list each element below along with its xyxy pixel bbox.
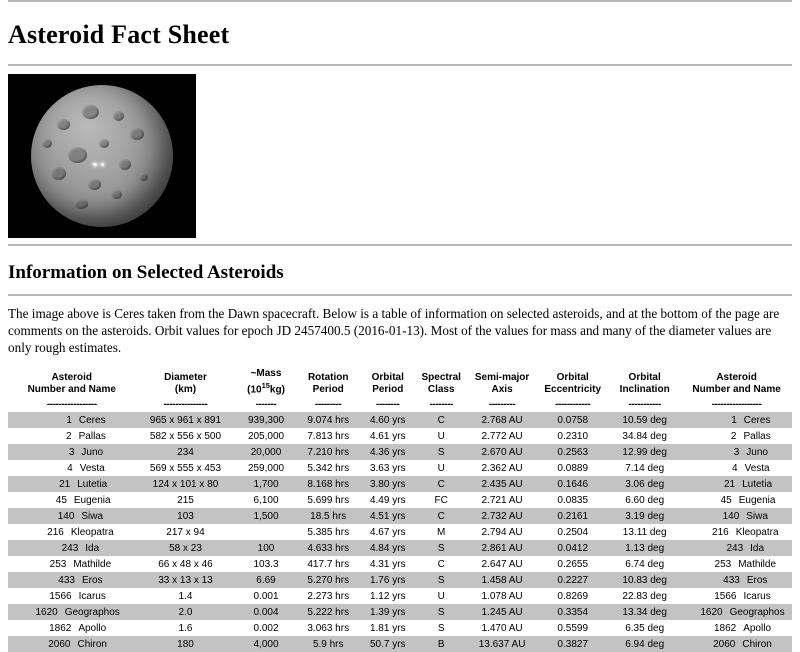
crater [130,128,144,140]
asteroid-name: Eugenia [73,494,111,506]
crater [139,173,148,181]
cell-diameter: 1.6 [178,622,193,634]
cell-inclination: 3.19 deg [625,510,665,522]
asteroid-number: 243 [726,542,744,554]
asteroid-name: Ida [85,542,100,554]
cell-rotation: 9.074 hrs [307,414,350,426]
crater [119,159,131,170]
asteroid-number: 21 [59,478,71,490]
cell-diameter: 234 [177,446,194,458]
title-divider [8,64,792,66]
asteroid-number-and-name-left [8,556,135,572]
cell-rotation: 2.273 hrs [307,590,350,602]
asteroid-number-and-name-left [8,540,135,556]
cell-orbital-period: 4.61 yrs [369,430,406,442]
asteroid-name: Lutetia [77,478,108,490]
column-header [8,368,135,412]
asteroid-name: Icarus [743,590,771,602]
column-header-line2: Period [372,384,404,396]
asteroid-name: Vesta [744,462,770,474]
asteroid-name: Ceres [78,414,106,426]
table-row [8,540,792,556]
cell-diameter: 2.0 [178,606,193,618]
cell-inclination: 34.84 deg [622,430,667,442]
cell-spectral-class: C [437,478,445,490]
asteroid-number: 1566 [714,590,737,602]
asteroid-number-and-name-left [8,636,135,652]
ceres-image-container [8,74,792,238]
column-header [467,368,537,412]
cell-diameter: 569 x 555 x 453 [149,462,222,474]
cell-inclination: 6.94 deg [625,638,665,650]
asteroid-number: 4 [732,462,738,474]
column-header-line1: Semi-major [474,372,530,384]
column-header [235,368,296,412]
asteroid-name: Pallas [743,430,771,442]
asteroid-name: Ceres [743,414,771,426]
asteroid-number-and-name-left [8,412,135,428]
cell-mass: 20,000 [250,446,282,458]
cell-mass: 103.3 [253,558,279,570]
column-header-line1: Asteroid [51,372,93,384]
mass-exponent: 15 [261,381,270,390]
asteroid-number: 1 [731,414,737,426]
intro-paragraph: The image above is Ceres taken from the Dawn spacecraft. Below is a table of information on selected asteroids, and at the bottom of the page are comments on the asteroids. Orbit values for epoch JD 2457400.5 (2016-01-13). Most of the values for mass and many of the diameter values are only rough estimates. [8,306,780,355]
asteroid-name: Lutetia [742,478,773,490]
crater [99,139,109,148]
asteroid-number-and-name-left [8,460,135,476]
asteroid-number-and-name-right [681,476,792,492]
column-header-dashes: --------- [488,399,516,411]
cell-semi-major-axis: 2.861 AU [481,542,523,554]
cell-semi-major-axis: 1.458 AU [481,574,523,586]
column-header [416,368,467,412]
ceres-disc [31,85,173,227]
cell-mass: 0.001 [253,590,279,602]
cell-inclination: 7.14 deg [625,462,665,474]
column-header-line1: Orbital [556,372,589,384]
cell-mass: 259,000 [247,462,285,474]
table-row [8,492,792,508]
column-header-line2: Number and Name [27,384,116,396]
column-header [135,368,235,412]
cell-eccentricity: 0.0889 [557,462,589,474]
asteroid-number: 433 [58,574,75,586]
crater [111,190,122,199]
column-header-dashes: --------------- [163,399,208,411]
cell-rotation: 5.222 hrs [307,606,350,618]
asteroid-number-and-name-right [681,636,792,652]
cell-diameter: 33 x 13 x 13 [158,574,213,586]
cell-spectral-class: S [437,606,445,618]
cell-mass: 0.002 [253,622,279,634]
table-row [8,620,792,636]
cell-mass: 205,000 [247,430,285,442]
cell-inclination: 1.13 deg [625,542,665,554]
cell-orbital-period: 4.36 yrs [369,446,406,458]
asteroid-number: 1566 [49,590,72,602]
asteroid-name: Mathilde [738,558,777,570]
asteroid-number: 1620 [35,606,58,618]
cell-eccentricity: 0.8269 [557,590,589,602]
column-header-line1: Asteroid [716,372,757,384]
table-body [8,412,792,652]
cell-mass: 6,100 [253,494,279,506]
asteroid-number: 4 [67,462,73,474]
asteroid-number-and-name-right [681,540,792,556]
column-header-line2: Inclination [619,384,670,396]
asteroid-number: 253 [714,558,732,570]
cell-orbital-period: 50.7 yrs [369,638,406,650]
cell-orbital-period: 4.51 yrs [369,510,406,522]
asteroid-number-and-name-right [681,556,792,572]
table-row [8,556,792,572]
cell-diameter: 1.4 [178,590,193,602]
column-header [360,368,416,412]
cell-orbital-period: 1.81 yrs [369,622,406,634]
asteroid-number: 140 [722,510,740,522]
cell-mass: 1,500 [253,510,279,522]
cell-semi-major-axis: 2.435 AU [481,478,523,490]
asteroid-name: Chiron [742,638,772,650]
table-row [8,588,792,604]
table-head [8,368,792,412]
cell-mass: 0.004 [253,606,279,618]
cell-diameter: 965 x 961 x 891 [149,414,222,426]
column-header-dashes: ----------- [628,399,661,411]
column-header-line1: Orbital [628,372,661,384]
table-row [8,508,792,524]
asteroid-name: Kleopatra [70,526,114,538]
cell-mass: 100 [257,542,275,554]
asteroid-number-and-name-left [8,620,135,636]
asteroid-number: 1620 [700,606,723,618]
cell-semi-major-axis: 2.721 AU [481,494,523,506]
cell-spectral-class: C [437,558,445,570]
asteroid-name: Icarus [78,590,106,602]
cell-rotation: 5.699 hrs [307,494,350,506]
cell-eccentricity: 0.2504 [557,526,589,538]
cell-semi-major-axis: 2.732 AU [481,510,523,522]
cell-spectral-class: U [437,430,445,442]
cell-eccentricity: 0.2310 [557,430,589,442]
column-header [297,368,360,412]
asteroid-name: Pallas [78,430,106,442]
cell-orbital-period: 4.67 yrs [369,526,406,538]
cell-eccentricity: 0.1646 [557,478,589,490]
asteroid-name: Eros [81,574,103,586]
column-header-dashes: ----------------- [711,399,762,411]
column-header [681,368,792,412]
column-header-line1: Rotation [307,372,349,384]
column-header-line2: Eccentricity [544,384,602,396]
table-row [8,636,792,652]
asteroid-number-and-name-right [681,508,792,524]
asteroid-number: 2 [730,430,737,442]
column-header-line2: Period [312,384,344,396]
asteroid-number: 433 [723,574,740,586]
cell-diameter: 58 x 23 [169,542,202,554]
asteroid-number: 3 [68,446,75,458]
cell-diameter: 180 [177,638,194,650]
cell-mass: 6.69 [256,574,276,586]
cell-mass: 939,300 [247,414,285,426]
asteroid-name: Eros [746,574,768,586]
column-header-line1: Diameter [164,372,207,384]
asteroid-number: 253 [49,558,67,570]
asteroid-number-and-name-left [8,572,135,588]
cell-inclination: 3.06 deg [625,478,665,490]
asteroid-name: Mathilde [73,558,112,570]
cell-orbital-period: 4.84 yrs [369,542,406,554]
asteroid-number: 3 [733,446,740,458]
asteroid-number: 216 [47,526,64,538]
asteroid-number-and-name-right [681,460,792,476]
cell-semi-major-axis: 1.078 AU [481,590,523,602]
crater [57,119,70,130]
cell-eccentricity: 0.2563 [557,446,589,458]
crater [113,111,124,121]
asteroid-number-and-name-left [8,588,135,604]
asteroid-name: Vesta [79,462,105,474]
cell-inclination: 6.74 deg [625,558,665,570]
cell-spectral-class: C [437,510,445,522]
cell-inclination: 6.35 deg [625,622,665,634]
cell-mass: 1,700 [253,478,279,490]
asteroid-name: Eugenia [738,494,776,506]
cell-semi-major-axis: 2.768 AU [481,414,523,426]
crater [42,139,52,148]
cell-spectral-class: U [437,590,445,602]
cell-diameter: 103 [177,510,194,522]
cell-semi-major-axis: 2.670 AU [481,446,523,458]
cell-orbital-period: 1.39 yrs [369,606,406,618]
asteroid-facts-table [8,368,792,652]
asteroid-number: 1862 [713,622,737,634]
asteroid-number: 140 [57,510,75,522]
cell-eccentricity: 0.2227 [557,574,589,586]
asteroid-number-and-name-right [681,524,792,540]
cell-orbital-period: 1.12 yrs [369,590,406,602]
table-row [8,460,792,476]
cell-mass [235,524,296,540]
asteroid-name: Siwa [746,510,768,522]
asteroid-name: Geographos [729,606,785,618]
asteroid-number-and-name-left [8,508,135,524]
cell-rotation: 5.270 hrs [307,574,350,586]
asteroid-name: Juno [746,446,768,458]
column-header-line2: Number and Name [692,384,781,396]
column-header-line2: Axis [491,384,513,396]
section-divider [8,294,792,296]
cell-spectral-class: S [437,622,445,634]
cell-eccentricity: 0.0835 [557,494,589,506]
cell-inclination: 13.11 deg [622,526,667,538]
cell-spectral-class: FC [434,494,448,506]
asteroid-number-and-name-right [681,492,792,508]
asteroid-number: 45 [720,494,732,506]
crater [74,199,88,209]
cell-eccentricity: 0.3827 [557,638,589,650]
asteroid-number-and-name-right [681,428,792,444]
asteroid-name: Apollo [78,622,107,634]
cell-rotation: 5.342 hrs [307,462,350,474]
table-row [8,604,792,620]
asteroid-number-and-name-right [681,444,792,460]
cell-inclination: 22.83 deg [622,590,667,602]
cell-spectral-class: C [437,414,445,426]
asteroid-number-and-name-left [8,524,135,540]
cell-inclination: 10.59 deg [622,414,667,426]
column-header-dashes: ------- [255,399,277,411]
column-header-line2: $(10^{15}kg)$ [247,381,285,396]
asteroid-name: Kleopatra [735,526,779,538]
table-row [8,428,792,444]
table-header-row [8,368,792,412]
cell-inclination: 13.34 deg [622,606,667,618]
cell-eccentricity: 0.0412 [557,542,589,554]
column-header [608,368,681,412]
asteroid-number: 1862 [49,622,72,634]
cell-semi-major-axis: 2.794 AU [481,526,523,538]
cell-rotation: 18.5 hrs [310,510,347,522]
page-title: Asteroid Fact Sheet [8,20,230,49]
cell-eccentricity: 0.3354 [557,606,589,618]
column-header-dashes: ------------ [555,399,591,411]
column-header-line2: Class [427,384,455,396]
asteroid-number-and-name-right [681,604,792,620]
column-header-dashes: -------- [429,399,453,411]
asteroid-number: 2 [66,430,72,442]
asteroid-name: Siwa [81,510,104,522]
cell-diameter: 215 [177,494,194,506]
table-row [8,412,792,428]
cell-inclination: 10.83 deg [622,574,667,586]
column-header-dashes: ----------------- [46,399,97,411]
cell-semi-major-axis: 2.362 AU [481,462,523,474]
cell-orbital-period: 3.80 yrs [369,478,406,490]
cell-rotation: 3.063 hrs [307,622,350,634]
occator-bright-spot [101,163,104,166]
ceres-dawn-image [8,74,196,238]
cell-spectral-class: S [437,542,445,554]
cell-eccentricity: 0.2161 [557,510,589,522]
cell-eccentricity: 0.2655 [557,558,589,570]
cell-orbital-period: 4.49 yrs [369,494,406,506]
column-header [537,368,608,412]
cell-eccentricity: 0.0758 [557,414,589,426]
cell-orbital-period: 1.76 yrs [369,574,406,586]
cell-rotation: 7.210 hrs [307,446,350,458]
column-header-line1: Orbital [371,372,404,384]
cell-rotation: 4.633 hrs [307,542,350,554]
asteroid-number: 1 [66,414,72,426]
table-row [8,572,792,588]
column-header-dashes: -------- [376,399,400,411]
asteroid-number-and-name-right [681,620,792,636]
asteroid-number-and-name-right [681,412,792,428]
asteroid-name: Apollo [743,622,772,634]
asteroid-number: 2060 [713,638,736,650]
section-heading: Information on Selected Asteroids [8,262,284,283]
cell-mass: 4,000 [253,638,279,650]
cell-inclination: 6.60 deg [625,494,665,506]
cell-rotation: 417.7 hrs [307,558,350,570]
cell-semi-major-axis: 1.470 AU [481,622,523,634]
image-divider [8,244,792,246]
cell-orbital-period: 4.60 yrs [369,414,406,426]
cell-semi-major-axis: 13.637 AU [478,638,526,650]
crater [88,179,101,190]
asteroid-number: 45 [55,494,67,506]
cell-spectral-class: M [437,526,446,538]
column-header-line1: ~Mass [250,368,282,379]
crater [68,147,87,163]
asteroid-number-and-name-left [8,476,135,492]
asteroid-name: Juno [81,446,104,458]
cell-spectral-class: B [437,638,445,650]
cell-rotation: 5.9 hrs [312,638,344,650]
asteroid-number-and-name-left [8,492,135,508]
asteroid-number-and-name-left [8,428,135,444]
crater [51,167,66,180]
asteroid-number: 2060 [48,638,71,650]
asteroid-number-and-name-right [681,588,792,604]
table-row [8,444,792,460]
cell-rotation: 7.813 hrs [307,430,350,442]
asteroid-name: Geographos [64,606,120,618]
cell-diameter: 582 x 556 x 500 [149,430,222,442]
occator-bright-spot [93,163,97,166]
asteroid-number: 216 [712,526,729,538]
cell-eccentricity: 0.5599 [557,622,589,634]
asteroid-number-and-name-left [8,444,135,460]
column-header-dashes: --------- [315,399,342,411]
top-divider [8,0,792,2]
table-row [8,476,792,492]
cell-rotation: 8.168 hrs [307,478,350,490]
cell-diameter: 124 x 101 x 80 [152,478,219,490]
cell-inclination: 12.99 deg [622,446,667,458]
cell-diameter: 66 x 48 x 46 [158,558,213,570]
cell-spectral-class: S [437,574,445,586]
cell-semi-major-axis: 2.772 AU [481,430,523,442]
cell-diameter: 217 x 94 [166,526,205,538]
column-header-line2: (km) [174,384,197,396]
asteroid-name: Ida [750,542,765,554]
cell-spectral-class: S [437,446,445,458]
crater [82,105,99,119]
cell-semi-major-axis: 2.647 AU [481,558,523,570]
cell-spectral-class: U [437,462,445,474]
cell-semi-major-axis: 1.245 AU [481,606,523,618]
asteroid-number-and-name-right [681,572,792,588]
asteroid-number: 21 [723,478,736,490]
table-row [8,524,792,540]
asteroid-name: Chiron [77,638,107,650]
asteroid-number: 243 [61,542,79,554]
cell-orbital-period: 4.31 yrs [369,558,406,570]
cell-orbital-period: 3.63 yrs [369,462,406,474]
cell-rotation: 5.385 hrs [307,526,350,538]
asteroid-number-and-name-left [8,604,135,620]
column-header-line1: Spectral [421,372,461,384]
